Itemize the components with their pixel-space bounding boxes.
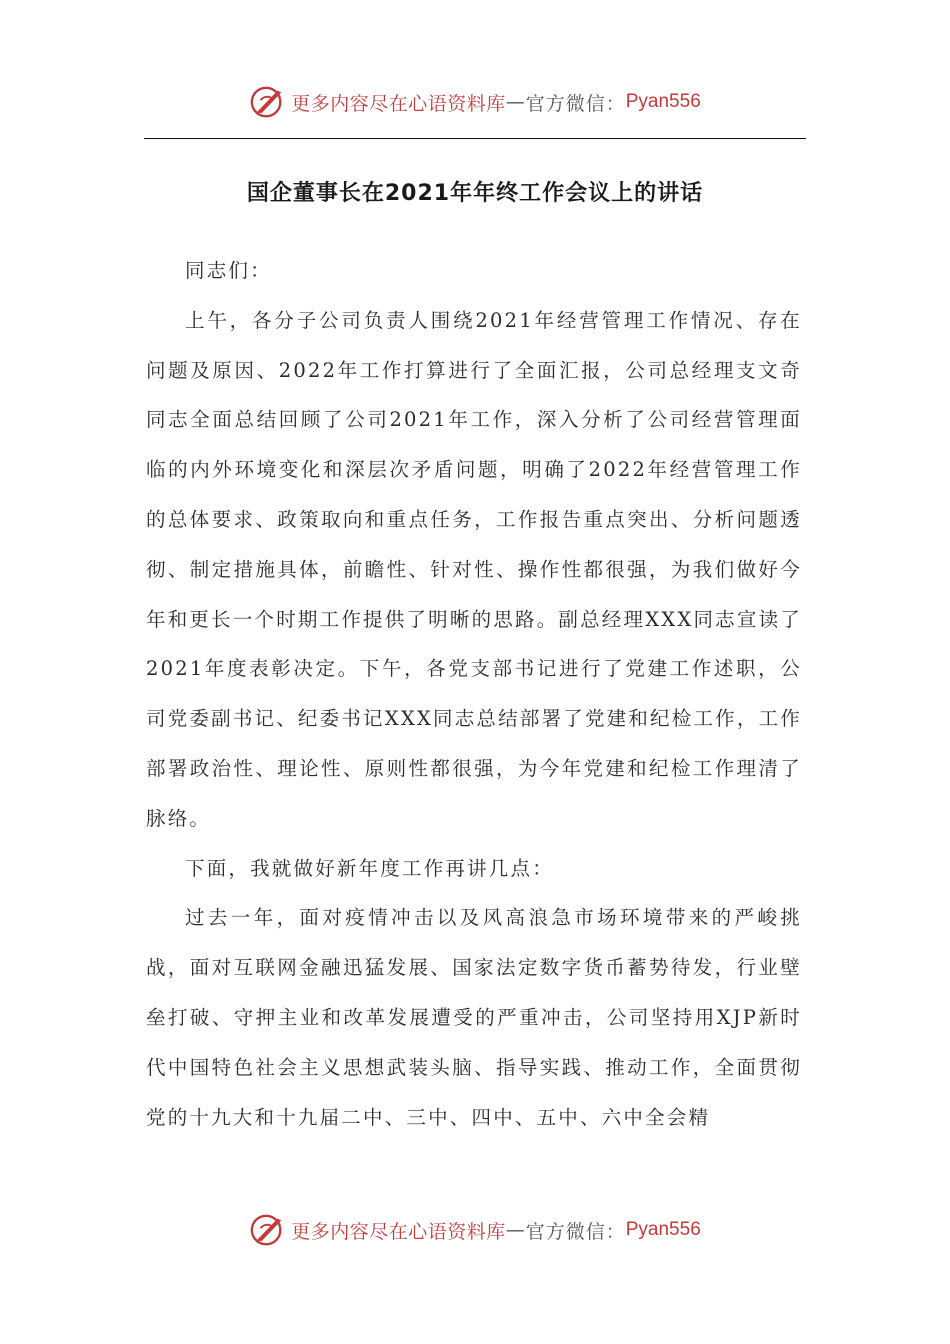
banner-sub: 官方微信：	[525, 92, 626, 115]
banner-title: 更多内容尽在心语资料库	[291, 1220, 506, 1243]
banner-sub: 官方微信：	[525, 1220, 626, 1243]
paragraph: 上午，各分子公司负责人围绕2021年经营管理工作情况、存在问题及原因、2022年工作打算进行了全面汇报，公司总经理支文奇同志全面总结回顾了公司2021年工作，深入分析了公司经营管理面临的内外环境变化和深层次矛盾问题，明确了2022年经营管理工作的总体要求、政策取向和重点任务，工作报告重点突出、分析问题透彻、制定措施具体，前瞻性、针对性、操作性都很强，为我们做好今年和更长一个时期工作提供了明晰的思路。副总经理XXX同志宣读了2021年度表彰决定。下午，各党支部书记进行了党建工作述职，公司党委副书记、纪委书记XXX同志总结部署了党建和纪检工作，工作部署政治性、理论性、原则性都很强，为今年党建和纪检工作理清了脉络。	[146, 308, 802, 830]
banner-separator: —	[505, 91, 526, 113]
document-body	[146, 246, 802, 1142]
paragraph: 下面，我就做好新年度工作再讲几点：	[185, 856, 554, 880]
paragraph: 过去一年，面对疫情冲击以及风高浪急市场环境带来的严峻挑战，面对互联网金融迅猛发展、国家法定数字货币蓄势待发，行业壁垒打破、守押主业和改革发展遭受的严重冲击，公司坚持用XJP新时代中国特色社会主义思想武装头脑、指导实践、推动工作，全面贯彻党的十九大和十九届二中、三中、四中、五中、六中全会精	[146, 906, 802, 1129]
document-title: 国企董事长在2021年年终工作会议上的讲话	[246, 181, 704, 206]
quill-pen-icon	[249, 83, 287, 121]
banner-title: 更多内容尽在心语资料库	[291, 92, 506, 115]
banner-separator: —	[505, 1219, 526, 1241]
paragraph: 同志们：	[185, 259, 272, 282]
footer-banner	[0, 1208, 950, 1252]
banner-wechat-id: Pyan556	[625, 1219, 701, 1240]
banner-wechat-id: Pyan556	[625, 91, 701, 112]
header-banner	[0, 80, 950, 124]
quill-pen-icon	[249, 1211, 287, 1249]
header-divider	[144, 138, 806, 139]
